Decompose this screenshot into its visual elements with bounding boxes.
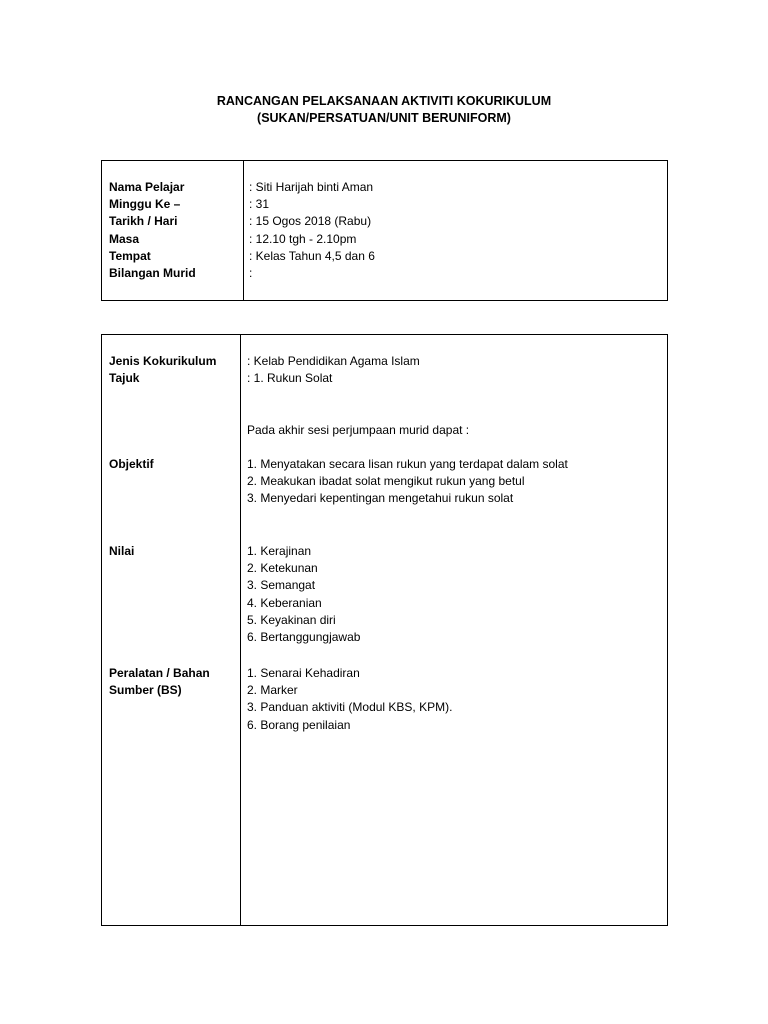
activity-plan-table	[101, 334, 668, 926]
value-tempat: : Kelas Tahun 4,5 dan 6	[249, 248, 375, 263]
value-bilangan-murid: :	[249, 265, 253, 280]
label-tarikh-hari: Tarikh / Hari	[109, 214, 178, 229]
nilai-list	[247, 543, 360, 646]
info-labels	[109, 179, 196, 282]
nilai-item: 3. Semangat	[247, 578, 316, 593]
value-tajuk: : 1. Rukun Solat	[247, 371, 333, 386]
jenis-tajuk-values	[247, 353, 420, 387]
info-values	[249, 179, 375, 282]
nilai-item: 6. Bertanggungjawab	[247, 629, 361, 644]
objektif-item: 1. Menyatakan secara lisan rukun yang terdapat dalam solat	[247, 457, 568, 471]
peralatan-list	[247, 665, 452, 734]
value-jenis-kokurikulum: : Kelab Pendidikan Agama Islam	[247, 354, 420, 368]
value-masa: : 12.10 tgh - 2.10pm	[249, 231, 357, 246]
objektif-list	[247, 456, 568, 508]
column-divider	[240, 335, 241, 925]
jenis-tajuk-labels	[109, 353, 216, 387]
label-masa: Masa	[109, 231, 140, 246]
document-subtitle: (SUKAN/PERSATUAN/UNIT BERUNIFORM)	[257, 111, 511, 125]
nilai-item: 5. Keyakinan diri	[247, 612, 336, 627]
label-nilai: Nilai	[109, 544, 135, 558]
label-peralatan	[109, 665, 210, 699]
label-tempat: Tempat	[109, 248, 151, 263]
label-bilangan-murid: Bilangan Murid	[109, 265, 196, 280]
nilai-item: 2. Ketekunan	[247, 561, 318, 576]
objektif-item: 2. Meakukan ibadat solat mengikut rukun yang betul	[247, 474, 525, 489]
label-peralatan-line2: Sumber (BS)	[109, 683, 182, 698]
peralatan-item: 3. Panduan aktiviti (Modul KBS, KPM).	[247, 700, 453, 715]
label-nama-pelajar: Nama Pelajar	[109, 180, 185, 194]
label-objektif: Objektif	[109, 457, 154, 471]
label-tajuk: Tajuk	[109, 371, 140, 386]
label-minggu-ke: Minggu Ke –	[109, 197, 181, 212]
label-jenis-kokurikulum: Jenis Kokurikulum	[109, 354, 217, 368]
student-info-table	[101, 160, 668, 301]
peralatan-item: 1. Senarai Kehadiran	[247, 666, 360, 680]
value-nama-pelajar: : Siti Harijah binti Aman	[249, 180, 374, 194]
value-minggu-ke: : 31	[249, 197, 270, 212]
document-title: RANCANGAN PELAKSANAAN AKTIVITI KOKURIKULUM	[216, 94, 552, 108]
objektif-item: 3. Menyedari kepentingan mengetahui rukun solat	[247, 491, 514, 506]
value-tarikh-hari: : 15 Ogos 2018 (Rabu)	[249, 214, 372, 229]
peralatan-item: 6. Borang penilaian	[247, 717, 351, 732]
objektif-intro: Pada akhir sesi perjumpaan murid dapat :	[247, 423, 470, 437]
column-divider	[243, 161, 244, 300]
label-peralatan-line1: Peralatan / Bahan	[109, 666, 210, 680]
peralatan-item: 2. Marker	[247, 683, 298, 698]
nilai-item: 1. Kerajinan	[247, 544, 312, 558]
nilai-item: 4. Keberanian	[247, 595, 322, 610]
